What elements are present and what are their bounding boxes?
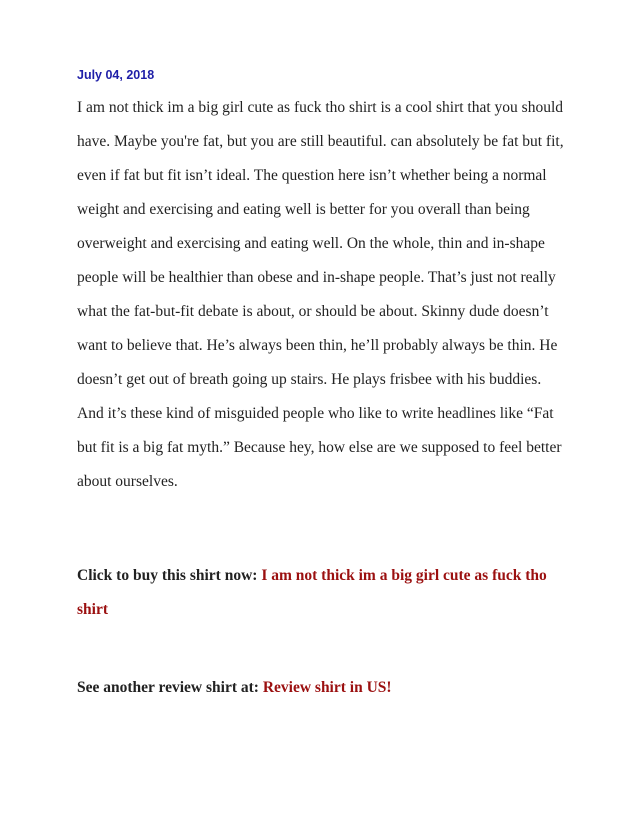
buy-shirt-link[interactable]: I am not thick im a big girl cute as fuck tho shirt — [77, 567, 547, 618]
review-paragraph: I am not thick im a big girl cute as fuck tho shirt is a cool shirt that you should have. Maybe you're fat, but you are still beautiful. can absolutely be fat but fit, even if fat but fit isn’t ideal. The question here isn’t whether being a normal weight and exercising and eating well is better for you overall than being overweight and exercising and eating well. On the whole, thin and in-shape people will be healthier than obese and in-shape people. That’s just not really what the fat-but-fit debate is about, or should be about. Skinny dude doesn’t want to believe that. He’s always been thin, he’ll probably always be thin. He doesn’t get out of breath going up stairs. He plays frisbee with his buddies. And it’s these kind of misguided people who like to write headlines like “Fat but fit is a big fat myth.” Because hey, how else are we supposed to feel better about ourselves. — [77, 99, 564, 490]
buy-call-to-action — [77, 559, 569, 627]
post-date: July 04, 2018 — [77, 68, 155, 82]
review-shirt-link[interactable]: Review shirt in US! — [262, 679, 392, 696]
review-prefix: See another review shirt at: — [77, 679, 259, 696]
buy-prefix: Click to buy this shirt now: — [77, 567, 258, 584]
review-call-to-action — [77, 671, 569, 705]
